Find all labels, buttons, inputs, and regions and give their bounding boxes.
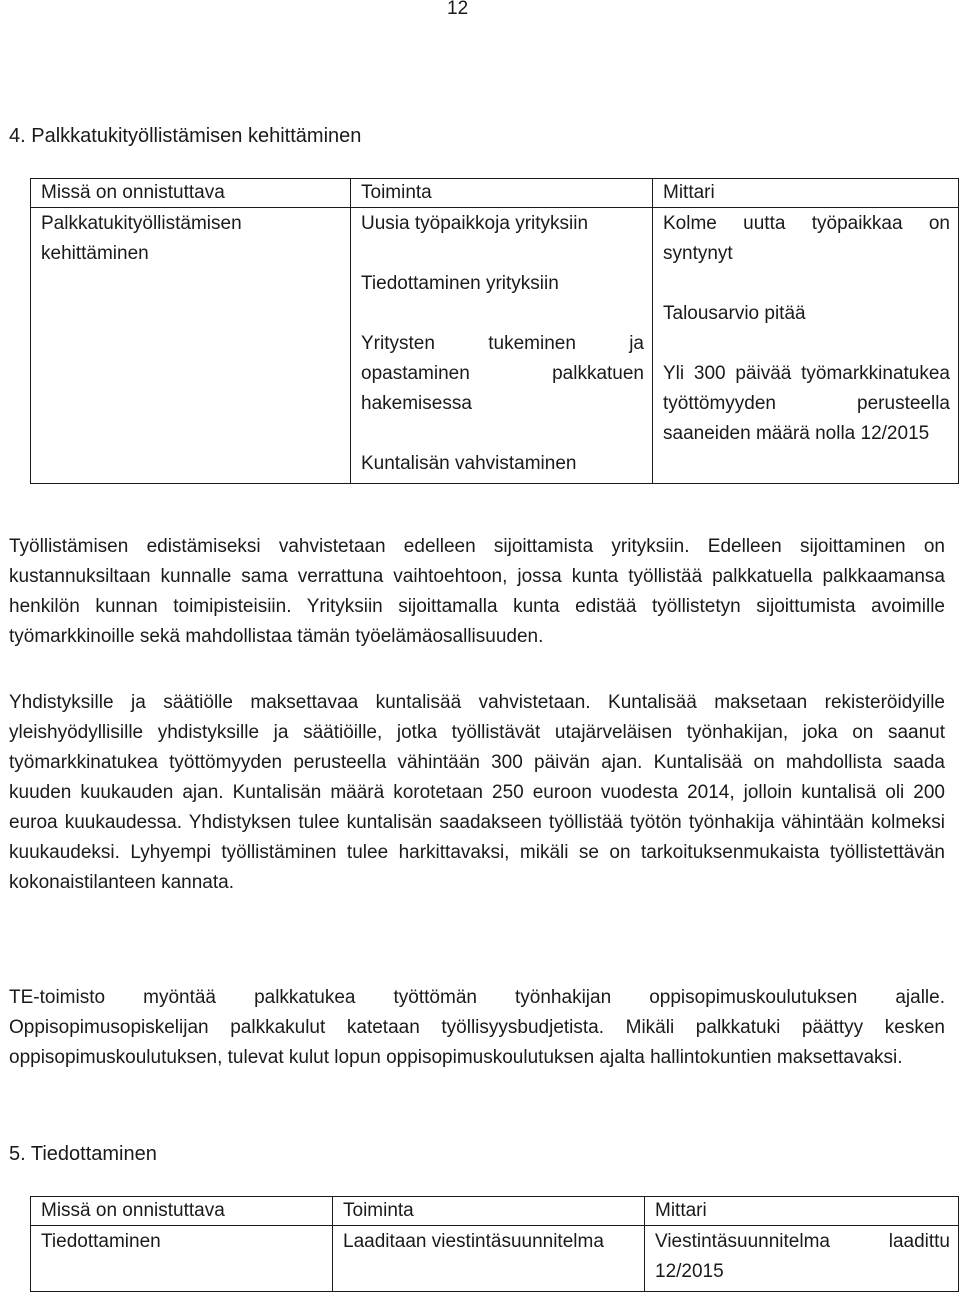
table-header-cell: Missä on onnistuttava (31, 1197, 333, 1226)
paragraph (9, 688, 945, 898)
paragraph-text: Yhdistyksille ja säätiölle maksettavaa kuntalisää vahvistetaan. Kuntalisää maksetaan rekisteröidyille yleishyödyllisille yhdistyksille ja säätiöille, jotka työllistävät utajärveläisen työnhakijan, joka on saanut työmarkkinatukea työttömyyden perusteella vähintään 300 päivän ajan. Kuntalisää on mahdollista saada kuuden kuukauden ajan. Kuntalisän määrä korotetaan 250 euroon vuodesta 2014, jolloin kuntalisä oli 200 euroa kuukaudessa. Yhdistyksen tulee kuntalisän saadakseen työllistää työtön työnhakija vähintään kolmeksi kuukaudeksi. Lyhyempi työllistäminen tulee harkittavaksi, mikäli se on tarkoituksenmukaista työllistettävän kokonaistilanteen kannata. (9, 692, 945, 893)
cell-text: Laaditaan viestintäsuunnitelma (343, 1231, 604, 1252)
table-cell (333, 1226, 645, 1292)
table-header-cell: Toiminta (351, 179, 653, 208)
table-header-cell: Mittari (653, 179, 959, 208)
paragraph-text: TE-toimisto myöntää palkkatukea työttömän työnhakijan oppisopimuskoulutuksen ajalle. Oppisopimusopiskelijan palkkakulut katetaan työllisyysbudjetista. Mikäli palkkatuki päättyy kesken oppisopimuskoulutuksen, tulevat kulut lopun oppisopimuskoulutuksen ajalta hallintokuntien maksettavaksi. (9, 987, 945, 1068)
table-row (31, 1226, 959, 1292)
table-header-cell: Toiminta (333, 1197, 645, 1226)
paragraph (9, 983, 945, 1073)
section-5-heading: 5. Tiedottaminen (9, 1143, 157, 1165)
section-4-heading: 4. Palkkatukityöllistämisen kehittäminen (9, 125, 362, 147)
cell-text: Kolme uutta työpaikkaa on syntynyt (663, 213, 950, 264)
table-header-row (31, 1197, 959, 1226)
cell-text: Talousarvio pitää (663, 303, 806, 324)
cell-text: Viestintäsuunnitelma laadittu 12/2015 (655, 1231, 950, 1282)
table-row (31, 208, 959, 484)
section-4-table (30, 178, 959, 484)
cell-text: Uusia työpaikkoja yrityksiin (361, 213, 589, 234)
cell-text: Kuntalisän vahvistaminen (361, 453, 577, 474)
page-number: 12 (447, 0, 469, 19)
cell-text: Yritysten tukeminen ja opastaminen palkkatuen hakemisessa (361, 333, 644, 414)
table-cell (31, 1226, 333, 1292)
table-cell-actions (351, 208, 653, 484)
cell-text: Tiedottaminen yrityksiin (361, 273, 559, 294)
table-header-row (31, 179, 959, 208)
table-cell (645, 1226, 959, 1292)
table-cell-metrics (653, 208, 959, 484)
table-header-cell: Missä on onnistuttava (31, 179, 351, 208)
paragraph-text: Työllistämisen edistämiseksi vahvistetaan edelleen sijoittamista yrityksiin. Edelleen sijoittaminen on kustannuksiltaan kunnalle sama verrattuna vaihtoehtoon, jossa kunta työllistää palkkatuella palkkaamansa henkilön kunnan toimipisteisiin. Yrityksiin sijoittamalla kunta edistää työllistetyn sijoittumista avoimille työmarkkinoille sekä mahdollistaa tämän työelämäosallisuuden. (9, 536, 945, 647)
cell-text: Yli 300 päivää työmarkkinatukea työttömyyden perusteella saaneiden määrä nolla 12/2015 (663, 363, 950, 444)
cell-text: Palkkatukityöllistämisen kehittäminen (41, 213, 242, 264)
table-header-cell: Mittari (645, 1197, 959, 1226)
table-cell-target (31, 208, 351, 484)
cell-text: Tiedottaminen (41, 1231, 161, 1252)
section-5-table (30, 1196, 959, 1292)
paragraph (9, 532, 945, 652)
